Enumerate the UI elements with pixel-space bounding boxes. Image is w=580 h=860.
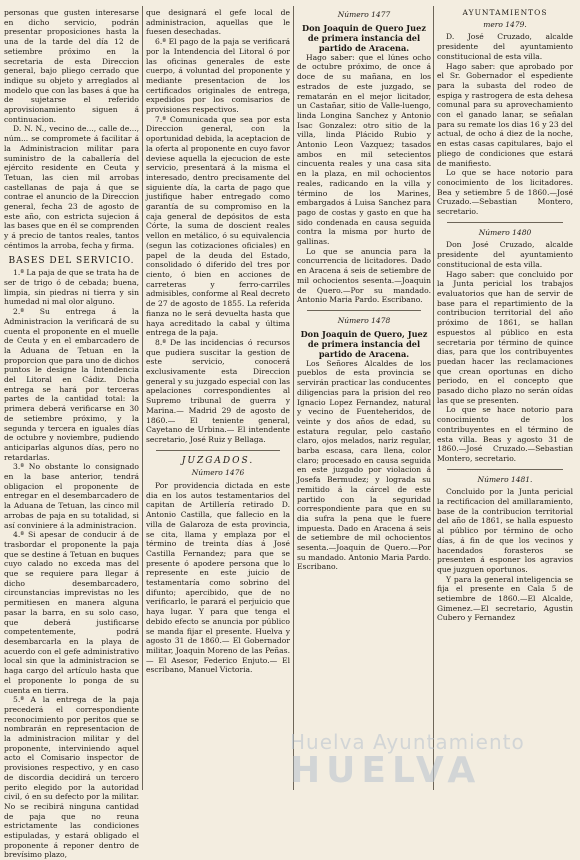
watermark-logo-text: HUELVA — [290, 750, 482, 791]
section-heading: JUZGADOS. — [181, 455, 255, 466]
separator — [156, 450, 280, 451]
notice-title: Don Joaquin de Quero Juez de primera instancia del partido de Aracena. — [302, 22, 426, 53]
notice-number: Número 1478 — [337, 315, 391, 325]
paragraph: Don José Cruzado, alcalde presidente del ayuntamiento constitucional de esta villa. — [437, 240, 573, 269]
paragraph: Lo que se hace notorio para conocimiento de los licitadores. Bea y setiembre 5 de 1860.—José Cruzado.—Sebastian Montero, secretario. — [437, 168, 573, 217]
column-divider — [293, 6, 294, 790]
notice-number: mero 1479. — [483, 19, 527, 29]
column-3 — [297, 8, 431, 792]
paragraph: Los Señores Alcaldes de los pueblos de esta provincia se servirán practicar las conducentes diligencias para la prision del reo Ignacio Lopez Fernandez, natural y vecino de Fuenteheridos, de veinte y dos años de edad, su estatura regular, pelo castaño claro, ojos melados, nariz regular, barba escasa, cara llena, color claro; procesado en causa seguida en este juzgado por violacion á Josefa Bermudez; y lograda su remitido á la cárcel de este partido con la seguridad correspondiente para que en su dia sufra la pena que le fuere impuesta. Dado en Aracena á seis de setiembre de mil ochocientos sesenta.—Joaquin de Quero.—Por su mandado. Antonio Maria Pardo. Escribano. — [297, 358, 431, 572]
paragraph: D. José Cruzado, alcalde presidente del ayuntamiento constitucional de esta villa. — [437, 32, 573, 61]
separator — [447, 469, 563, 470]
notice-number: Número 1476 — [191, 468, 245, 478]
section-heading: AYUNTAMIENTOS — [462, 8, 548, 17]
column-divider — [142, 6, 143, 790]
base-7: 7.ª Comunicada que sea por esta Direccion general, con la oportunidad debida, la aceptacion de la oferta al proponente en cuyo favor deviese aquella la ejecucion de este servicio, presentará á la misma el interesado, dentro precisamente del siguiente día, la carta de pago que justifique haber entregado como garantía de su compromiso en la caja general de depósitos de esta Córte, la suma de doscient reales vellon en metálico, ó su equivalencia (segun las cotizaciones oficiales) en papel de la deuda del Estado, consolidado ó diferido del tres por ciento, ó bien en acciones de carreteras y ferro-carriles admisibles, conforme al Real decreto de 27 de agosto de 1855. La referida fianza no le será devuelta hasta que haya acreditado la cabal y última entrega de la paja. — [146, 114, 290, 338]
paragraph: que designará el gefe local de administracion, aquellas que le fuesen desechadas. — [146, 8, 290, 37]
paragraph: Concluido por la Junta pericial la rectificacion del amillaramiento, base de la contribucion territorial del año de 1861, se halla espuesto al público por término de ocho días, á fin de que los vecinos y hacendados forasteros se presenten á esponer los agravios que juzguen oportunos. — [437, 487, 573, 574]
notice-number: Número 1481. — [477, 474, 533, 484]
base-2: 2.ª Su entrega á la Administracion la verificará de su cuenta el proponente en el muelle de Ceuta y en el embarcadero de la Aduana de Tetuan en la proporcion que para uno de dichos puntos le designe la Intendencia del Litoral en Cádiz. Dicha entrega se hará por terceras partes de la cantidad total: la primera deberá verificarse en 30 de setiembre próximo, y la segunda y tercera en iguales días de octubre y noviembre, pudiendo anticiparlas algunos días, pero no retardarlas. — [4, 307, 139, 462]
watermark-text: Huelva Ayuntamiento — [290, 730, 525, 754]
column-2 — [146, 8, 290, 792]
paragraph: Hago saber: que el lúnes ocho de octubre próximo, de once á doce de su mañana, en los estrados de este juzgado, se rematarán en el mejor licitador, un Castañar, sitio de Valle-luengo, linda Longina Sanchez y Antonio Isac Gonzalez: otro sitio de la villa, linda Plácido Rubio y Antonio Leon Vazquez; tasados ambos en mil setecientos cincuenta reales y una casa sita en la plaza, en mil ochocientos reales, radicando en la villa y término de los Marines, embargados á Luisa Sanchez para pago de costas y gasto en que ha sido condenada en causa seguida contra la misma por hurto de gallinas. — [297, 52, 431, 247]
paragraph: Lo que se anuncia para la concurrencia de licitadores. Dado en Aracena á seis de setiembre de mil ochocientos sesenta.—Joaquin de Quero.—Por su mandado. Antonio Maria Pardo. Escribano. — [297, 246, 431, 305]
column-1 — [4, 8, 139, 860]
base-6: 6.ª El pago de la paja se verificará por la Intendencia del Litoral ó por las oficinas generales de este cuerpo, á voluntad del proponente y mediante presentacion de los certificados originales de entrega, expedidos por los comisarios de provisiones respectivos. — [146, 37, 290, 115]
base-8: 8.ª De las incidencias ó recursos que pudiera suscitar la gestion de este servicio, conocerá exclusivamente esta Direccion general y su juzgado especial con las apelaciones correspondientes al Supremo tribunal de guerra y Marina.— Madrid 29 de agosto de 1860.— El teniente general, Cayetano de Urbina.— El intendente secretario, José Ruiz y Bellaga. — [146, 337, 290, 444]
section-heading: BASES DEL SERVICIO. — [8, 255, 135, 266]
notice-title: Don Joaquin de Quero, Juez de primera instancia del partido de Aracena. — [300, 328, 428, 359]
paragraph: Y para la general inteligencia se fija el presente en Cala 5 de setiembre de 1860.—El Alcalde, Gimenez.—El secretario, Agustin Cubero y Fernandez — [437, 574, 573, 623]
paragraph: D. N. N., vecino de..., calle de..., núm... se compromete á facilitar á la Administracion militar para suministro de la caballería del ejército residente en Ceuta y Tetuan, las cien mil arrobas castellanas de paja á que se contrae el anuncio de la Direccion general, fecha 23 de agosto de este año, con estricta sujecion á las bases que en él se comprenden y á precio de tantos reales, tantos céntimos la arroba, fecha y firma. — [4, 124, 139, 250]
paragraph: Hago saber: que concluido por la Junta pericial los trabajos evaluatorios que han de servir de base para el repartimiento de la contribucion territorial del año próximo de 1861, se hallan espuestos al público en esta secretaria por término de quince dias, para que los contribuyentes puedan hacer las reclamaciones que crean oportunas en dicho periodo, en el concepto que pasado dicho plazo no serán oídas las que se presenten. — [437, 269, 573, 405]
base-4: 4.ª Si apesar de conducir á de trasbordar el proponente la paja que se destine á Tetuan en buques cuyo calado no exceda mas del que se requiere para llegar á dicho desembarcadero, circunstancias imprevistas no les permitiesen en manera alguna pasar la barra, en su solo caso, que deberá justificarse competentemente, podrá desembarcarla en la playa de acuerdo con el gefe administrativo local sin que la administracion se haga cargo del artículo hasta que el proponente lo ponga de su cuenta en tierra. — [4, 530, 139, 695]
base-5: 5.ª A la entrega de la paja precederá el correspondiente reconocimiento por peritos que se nombrarán en representacion de la administracion militar y del proponente, interviniendo aquel acto el Comisario inspector de provisiones respectivo, y en caso de discordia decidirá un tercero perito elegido por la autoridad civil, ó en su defecto por la militar. No se recibirá ninguna cantidad de paja que no reuna estrictamente las condiciones estipuladas, y estará obligado el proponente á reponer dentro de brevísimo plazo, — [4, 695, 139, 860]
column-divider — [433, 6, 434, 790]
base-1: 1.ª La paja de que se trata ha de ser de trigo ó de cebada; buena, limpia, sin piedras ni tierra y sin humedad ni mal olor alguno. — [4, 268, 139, 307]
separator — [307, 310, 421, 311]
paragraph: Por providencia dictada en este dia en los autos testamentarios del capitan de Artillería retirado D. Antonio Castilla, que fallecio en la villa de Galaroza de esta provincia, se cita, llama y emplaza por el término de treinta días á José Castilla Fernandez; para que se presente ó apodere persona que lo represente en este juicio de testamentaría como sobrino del difunto; apercibido, que de no verificarlo, le parará el perjuicio que haya lugar. Y para que tenga el debido efecto se anuncia por público se manda fijar el presente. Huelva y agosto 31 de 1860.— El Gobernador militar, Joaquin Moreno de las Peñas.— El Asesor, Federico Enjuto.— El escribano, Manuel Victoria. — [146, 481, 290, 675]
paragraph: Lo que se hace notorio para conocimiento de los contribuyentes en el término de esta villa. Beas y agosto 31 de 1860.—José Cruzado.—Sebastian Montero, secretario. — [437, 405, 573, 463]
paragraph: personas que gusten interesarse en dicho servicio, podrán presentar proposiciones hasta la una de la tarde del día 12 de setiembre próximo en la secretaria de esta Direccion general, bajo pliego cerrado que indique su objeto y arreglados al modelo que con las bases á que ha de sujetarse el referido aprovisionamiento siguen á continuacion. — [4, 8, 139, 124]
paragraph: Hago saber: que aprobado por el Sr. Gobernador el espediente para la subasta del rodeo de espiga y rastrogera de esta dehesa comunal para su aprovechamiento con el ganado lanar, se señalan para su remate los dias 16 y 23 del actual, de ocho á diez de la noche, en estas casas capitulares, bajo el pliego de condiciones que estará de manifiesto. — [437, 61, 573, 168]
base-3: 3.ª No obstante lo consignado en la base anterior, tendrá obligacion el proponente de entregar en el desembarcadero de la Aduana de Tetuan, las cinco mil arrobas de paja en su totalidad, si así conviniere á la administracion. — [4, 462, 139, 530]
notice-number: Número 1480 — [478, 227, 532, 237]
notice-number: Número 1477 — [337, 10, 391, 19]
separator — [447, 222, 563, 223]
column-4 — [437, 8, 573, 792]
